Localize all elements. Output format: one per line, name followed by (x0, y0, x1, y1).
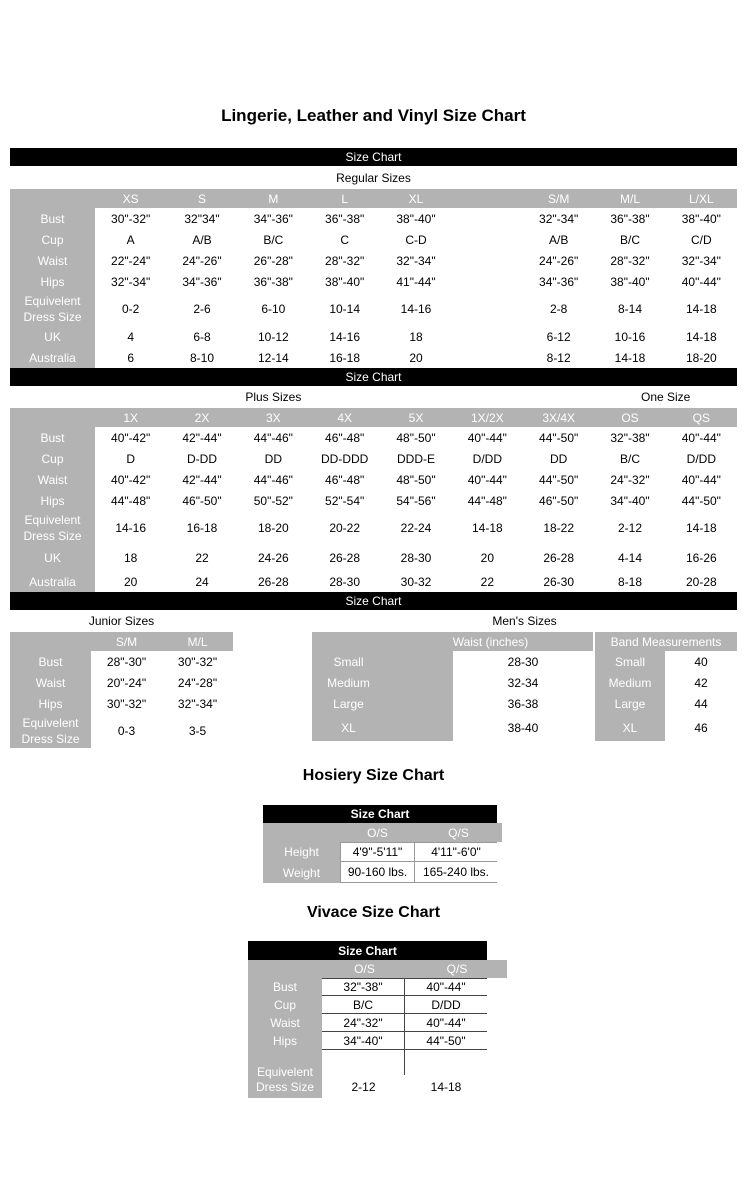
column-header: M/L (187, 634, 208, 649)
column-header: 5X (408, 410, 424, 425)
table-cell: 40"-44" (405, 978, 487, 996)
plus-sizes-table (10, 408, 737, 592)
row-label: Hips (10, 490, 95, 511)
table-cell: 20 (380, 347, 451, 368)
table-cell (452, 347, 523, 368)
table-cell: 44"-46" (238, 469, 309, 490)
row-label: Small (595, 651, 665, 672)
table-cell (452, 229, 523, 250)
table-cell: 18 (380, 326, 451, 347)
row-label: Medium (312, 672, 453, 693)
table-cell: 32"-38" (594, 427, 665, 448)
table-cell: 4'11"-6'0" (415, 842, 497, 862)
table-cell: 14-18 (666, 511, 737, 545)
row-label: Large (312, 693, 453, 714)
table-row (10, 672, 233, 693)
table-cell (452, 292, 523, 326)
row-label: Cup (248, 996, 322, 1014)
mens-waist-table (312, 632, 593, 741)
row-label: Cup (10, 229, 95, 250)
row-label-spacer (10, 632, 91, 651)
table-cell: 32"-34" (162, 693, 233, 714)
vivace-header-row (248, 960, 507, 978)
junior-sizes-table (10, 632, 233, 748)
table-cell: 44"-50" (523, 427, 594, 448)
hosiery-size-table (263, 805, 502, 883)
table-cell: 48"-50" (380, 427, 451, 448)
row-label: Equivelent Dress Size (10, 292, 95, 326)
mens-size-row (312, 714, 593, 741)
table-cell: 22 (452, 571, 523, 592)
table-cell: 6 (95, 347, 166, 368)
table-cell: DD (238, 448, 309, 469)
column-header: 2X (194, 410, 210, 425)
row-label: Medium (595, 672, 665, 693)
table-cell: 52"-54" (309, 490, 380, 511)
mens-size-row (312, 651, 593, 672)
table-cell: 0-2 (95, 292, 166, 326)
table-row (248, 1014, 507, 1032)
column-header: M (268, 191, 279, 206)
table-cell: 32"34" (166, 208, 237, 229)
table-cell: 24"-26" (166, 250, 237, 271)
table-cell: 40 (665, 651, 737, 672)
table-cell: 24-26 (238, 545, 309, 571)
table-cell: 26-28 (309, 545, 380, 571)
row-label: Waist (10, 469, 95, 490)
size-chart-bar-hosiery: Size Chart (263, 805, 497, 823)
table-cell: 44"-48" (95, 490, 166, 511)
table-cell: 28"-32" (309, 250, 380, 271)
plus-sizes-label: Plus Sizes (245, 390, 302, 404)
table-cell: 90-160 lbs. (340, 862, 415, 883)
table-cell: 3-5 (162, 714, 233, 748)
table-row (10, 271, 737, 292)
table-cell: 30"-32" (91, 693, 162, 714)
column-divider (322, 1050, 405, 1062)
column-header: Q/S (448, 825, 469, 840)
row-label: Equivelent Dress Size (10, 511, 95, 545)
row-label: Waist (10, 672, 91, 693)
one-size-label: One Size (640, 390, 691, 404)
table-cell: 44"-50" (666, 490, 737, 511)
table-row (10, 448, 737, 469)
table-cell: 40"-44" (452, 469, 523, 490)
vivace-title: Vivace Size Chart (306, 904, 441, 921)
table-cell: 24"-28" (162, 672, 233, 693)
table-cell: 36"-38" (238, 271, 309, 292)
table-cell: 32"-34" (523, 208, 594, 229)
junior-mens-tables (10, 632, 737, 749)
table-cell-spacer (405, 1050, 487, 1062)
table-cell: D/DD (452, 448, 523, 469)
table-cell: 14-16 (309, 326, 380, 347)
table-cell: 20-28 (666, 571, 737, 592)
table-cell: DD-DDD (309, 448, 380, 469)
table-row (10, 469, 737, 490)
row-label: Waist (10, 250, 95, 271)
column-header: Q/S (446, 962, 468, 976)
table-cell: 16-18 (309, 347, 380, 368)
column-header: 1X/2X (470, 410, 504, 425)
row-label-spacer (263, 823, 340, 842)
row-label: Hips (248, 1032, 322, 1050)
table-cell: C (309, 229, 380, 250)
table-cell: 38"-40" (666, 208, 737, 229)
table-row (10, 693, 233, 714)
mens-size-row (595, 714, 737, 741)
table-row (248, 1062, 507, 1098)
table-cell: 32"-34" (380, 250, 451, 271)
regular-sizes-table (10, 189, 737, 368)
row-label: Weight (263, 862, 340, 883)
table-cell: 22"-24" (95, 250, 166, 271)
table-row (10, 347, 737, 368)
table-cell: 42"-44" (166, 427, 237, 448)
table-row (10, 511, 737, 545)
table-cell: 26-28 (523, 545, 594, 571)
row-label: XL (312, 714, 453, 741)
table-cell: 4'9"-5'11" (340, 842, 415, 862)
table-row (10, 714, 233, 748)
table-cell: D (95, 448, 166, 469)
row-label: Australia (10, 347, 95, 368)
table-cell: 14-18 (452, 511, 523, 545)
table-cell: D/DD (666, 448, 737, 469)
mens-band-header: Band Measurements (595, 632, 737, 651)
column-header: OS (621, 410, 639, 425)
table-cell: 24"-26" (523, 250, 594, 271)
table-cell: 46"-50" (166, 490, 237, 511)
table-cell: 48"-50" (380, 469, 451, 490)
table-cell: 18 (95, 545, 166, 571)
column-header: 1X (123, 410, 138, 425)
table-cell: 20"-24" (91, 672, 162, 693)
table-cell: 28"-32" (594, 250, 665, 271)
table-cell: 50"-52" (238, 490, 309, 511)
table-cell: 34"-36" (238, 208, 309, 229)
table-cell: 8-14 (594, 292, 665, 326)
table-cell: 46 (665, 714, 737, 741)
table-cell: 20 (452, 545, 523, 571)
table-row (10, 490, 737, 511)
table-cell: 165-240 lbs. (415, 862, 497, 883)
table-cell: DD (523, 448, 594, 469)
table-row (10, 208, 737, 229)
table-cell: A (95, 229, 166, 250)
table-cell: 10-14 (309, 292, 380, 326)
table-cell: 16-26 (666, 545, 737, 571)
table-cell (452, 271, 523, 292)
table-cell: 8-10 (166, 347, 237, 368)
column-header: XL (408, 191, 424, 206)
table-cell: 14-16 (95, 511, 166, 545)
mens-size-row (595, 651, 737, 672)
table-cell: 34"-40" (594, 490, 665, 511)
page-title: Lingerie, Leather and Vinyl Size Chart (221, 106, 526, 125)
table-cell: 22-24 (380, 511, 451, 545)
column-header: 3X (265, 410, 281, 425)
table-cell: 44"-50" (405, 1032, 487, 1050)
table-cell: 40"-44" (666, 469, 737, 490)
size-chart-bar-junior-mens: Size Chart (10, 592, 737, 610)
table-cell: 46"-50" (523, 490, 594, 511)
table-cell: 36"-38" (594, 208, 665, 229)
column-header: 3X/4X (542, 410, 576, 425)
table-cell: 34"-36" (166, 271, 237, 292)
row-label: Small (312, 651, 453, 672)
table-cell: B/C (594, 448, 665, 469)
junior-sizes-label: Junior Sizes (88, 614, 155, 628)
table-header-row (10, 408, 737, 427)
column-header: S/M (115, 634, 138, 649)
table-cell: A/B (166, 229, 237, 250)
mens-size-row (312, 693, 593, 714)
table-cell: 30-32 (380, 571, 451, 592)
table-cell: 32"-34" (95, 271, 166, 292)
table-cell: 4 (95, 326, 166, 347)
mens-size-row (312, 672, 593, 693)
row-label: Large (595, 693, 665, 714)
row-label: Equivelent Dress Size (248, 1062, 322, 1098)
table-cell: 6-8 (166, 326, 237, 347)
table-row (248, 1032, 507, 1050)
table-row (10, 571, 737, 592)
table-cell: A/B (523, 229, 594, 250)
table-cell: 42 (665, 672, 737, 693)
hosiery-header-row (263, 823, 502, 842)
mens-band-table (595, 632, 737, 741)
table-cell: 20 (95, 571, 166, 592)
table-header-row (10, 189, 737, 208)
table-cell: 28-30 (380, 545, 451, 571)
table-cell: 6-12 (523, 326, 594, 347)
table-row (10, 545, 737, 571)
table-row (263, 842, 502, 862)
table-cell: 2-12 (594, 511, 665, 545)
table-cell: 32"-34" (666, 250, 737, 271)
row-label: Cup (10, 448, 95, 469)
column-header: S/M (547, 191, 570, 206)
table-cell: C/D (666, 229, 737, 250)
table-cell: 14-16 (380, 292, 451, 326)
size-chart-bar-vivace: Size Chart (248, 941, 487, 960)
table-cell: 22 (166, 545, 237, 571)
table-cell: 46"-48" (309, 469, 380, 490)
mens-size-row (595, 672, 737, 693)
column-header (452, 189, 523, 208)
row-label-spacer (248, 1050, 322, 1062)
table-cell: 6-10 (238, 292, 309, 326)
table-cell: 10-12 (238, 326, 309, 347)
vivace-size-table (248, 941, 507, 1098)
table-cell: 54"-56" (380, 490, 451, 511)
table-cell: DDD-E (380, 448, 451, 469)
column-header: 4X (337, 410, 352, 425)
table-cell: 14-18 (594, 347, 665, 368)
row-label-spacer (248, 960, 322, 978)
row-label-spacer (10, 408, 95, 427)
table-cell: 14-18 (430, 1080, 462, 1094)
row-label: Bust (10, 427, 95, 448)
table-cell: 46"-48" (309, 427, 380, 448)
table-cell: 38"-40" (594, 271, 665, 292)
row-label-spacer (10, 189, 95, 208)
table-cell: 8-18 (594, 571, 665, 592)
table-row (10, 651, 233, 672)
table-cell: 0-3 (91, 714, 162, 748)
table-cell: 12-14 (238, 347, 309, 368)
row-label: Waist (248, 1014, 322, 1032)
row-label: Hips (10, 271, 95, 292)
plus-section-label-row (10, 386, 737, 408)
regular-sizes-label: Regular Sizes (336, 170, 411, 185)
mens-sizes-label: Men's Sizes (492, 614, 557, 628)
column-header: S (197, 191, 206, 206)
mens-size-row (595, 693, 737, 714)
table-row (248, 996, 507, 1014)
table-cell: 26"-28" (238, 250, 309, 271)
column-header: XS (122, 191, 139, 206)
table-row (263, 862, 502, 883)
row-label: Bust (10, 651, 91, 672)
column-header: QS (692, 410, 710, 425)
table-cell: 40"-44" (666, 271, 737, 292)
table-row (10, 292, 737, 326)
table-cell: 26-28 (238, 571, 309, 592)
table-cell: 42"-44" (166, 469, 237, 490)
table-cell: 40"-44" (405, 1014, 487, 1032)
table-cell: 41"-44" (380, 271, 451, 292)
table-cell: 24"-32" (322, 1014, 405, 1032)
table-cell: 44"-48" (452, 490, 523, 511)
row-label: Hips (10, 693, 91, 714)
table-cell: 38-40 (453, 714, 593, 741)
table-row (248, 978, 507, 996)
table-cell: 14-18 (666, 292, 737, 326)
table-cell: 14-18 (666, 326, 737, 347)
table-cell: 18-20 (666, 347, 737, 368)
table-cell: 30"-32" (95, 208, 166, 229)
table-cell: 28-30 (309, 571, 380, 592)
table-cell: 18-22 (523, 511, 594, 545)
table-cell: C-D (380, 229, 451, 250)
table-cell: D/DD (405, 996, 487, 1014)
table-cell: 20-22 (309, 511, 380, 545)
table-row (10, 326, 737, 347)
row-label: UK (10, 545, 95, 571)
table-cell: 38"-40" (380, 208, 451, 229)
column-header: L/XL (688, 191, 714, 206)
table-cell: B/C (238, 229, 309, 250)
row-label: Bust (10, 208, 95, 229)
table-cell: 2-6 (166, 292, 237, 326)
table-cell: B/C (594, 229, 665, 250)
table-cell: 40"-42" (95, 427, 166, 448)
column-header: L (341, 191, 348, 206)
column-header: M/L (619, 191, 640, 206)
table-cell: 2-12 (351, 1080, 376, 1094)
table-cell: 40"-42" (95, 469, 166, 490)
table-cell: 34"-36" (523, 271, 594, 292)
table-cell: 24"-32" (594, 469, 665, 490)
table-cell: 24 (166, 571, 237, 592)
table-cell: 44"-50" (523, 469, 594, 490)
table-cell: 44 (665, 693, 737, 714)
table-cell: B/C (322, 996, 405, 1014)
table-cell: 18-20 (238, 511, 309, 545)
junior-mens-label-row (10, 610, 737, 632)
column-header: O/S (354, 962, 375, 976)
table-gap-row (248, 1050, 507, 1062)
table-cell: 8-12 (523, 347, 594, 368)
table-cell: 4-14 (594, 545, 665, 571)
table-cell: 10-16 (594, 326, 665, 347)
table-cell: 36-38 (453, 693, 593, 714)
table-row (10, 229, 737, 250)
size-chart-bar-regular: Size Chart (10, 148, 737, 166)
table-cell: 34"-40" (322, 1032, 405, 1050)
row-label: Bust (248, 978, 322, 996)
mens-waist-header: Waist (inches) (312, 632, 593, 651)
table-cell: 40"-44" (452, 427, 523, 448)
table-cell: 26-30 (523, 571, 594, 592)
column-header: O/S (367, 825, 388, 840)
table-cell: 30"-32" (162, 651, 233, 672)
table-cell: 44"-46" (238, 427, 309, 448)
row-label: Australia (10, 571, 95, 592)
table-cell: 40"-44" (666, 427, 737, 448)
table-cell (452, 326, 523, 347)
table-cell: D-DD (166, 448, 237, 469)
table-cell: 38"-40" (309, 271, 380, 292)
table-cell: 32"-38" (322, 978, 405, 996)
table-cell (452, 250, 523, 271)
size-chart-bar-plus: Size Chart (10, 368, 737, 386)
row-label: Equivelent Dress Size (10, 714, 91, 748)
table-header-row (10, 632, 233, 651)
row-label: Height (263, 842, 340, 862)
row-label: XL (595, 714, 665, 741)
table-cell: 28"-30" (91, 651, 162, 672)
table-cell: 2-8 (523, 292, 594, 326)
table-cell (452, 208, 523, 229)
table-row (10, 427, 737, 448)
table-row (10, 250, 737, 271)
table-cell: 36"-38" (309, 208, 380, 229)
row-label: UK (10, 326, 95, 347)
table-cell: 28-30 (453, 651, 593, 672)
hosiery-title: Hosiery Size Chart (302, 767, 445, 784)
table-cell: 32-34 (453, 672, 593, 693)
table-cell: 16-18 (166, 511, 237, 545)
